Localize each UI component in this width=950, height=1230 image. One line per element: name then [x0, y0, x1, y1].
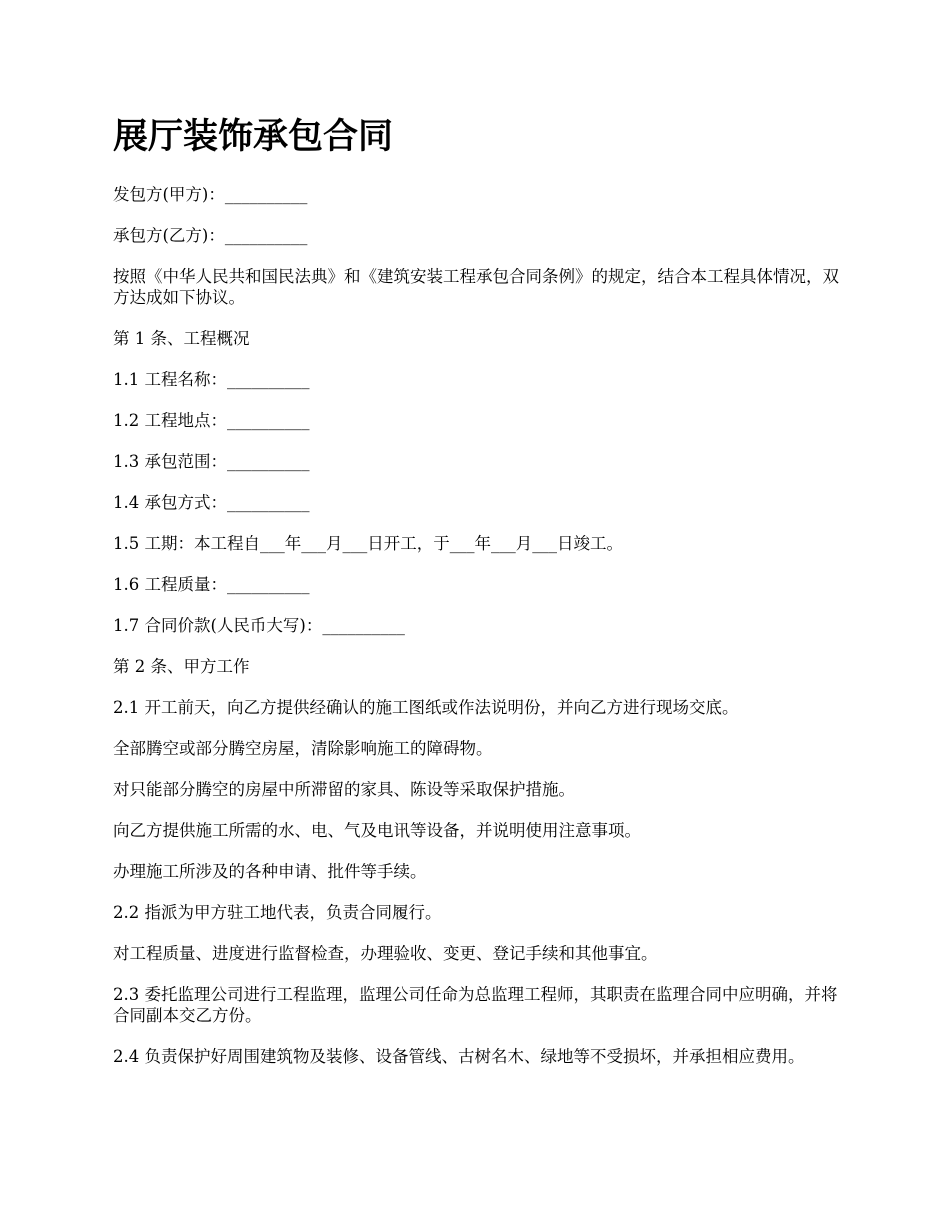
clause-2-4: 2.4 负责保护好周围建筑物及装修、设备管线、古树名木、绿地等不受损坏，并承担相应费用。: [113, 1047, 805, 1066]
party-a-line: 发包方(甲方)：__________: [113, 185, 308, 204]
clause-2-1-item-d: 办理施工所涉及的各种申请、批件等手续。: [113, 862, 427, 881]
document-page: [113, 112, 843, 1087]
clause-2-2-item-a: 对工程质量、进度进行监督检查，办理验收、变更、登记手续和其他事宜。: [113, 944, 658, 963]
clause-2-1: 2.1 开工前天，向乙方提供经确认的施工图纸或作法说明份，并向乙方进行现场交底。: [113, 698, 739, 717]
clause-2-2: 2.2 指派为甲方驻工地代表，负责合同履行。: [113, 903, 442, 922]
clause-1-3: 1.3 承包范围：__________: [113, 452, 310, 471]
clause-1-7: 1.7 合同价款(人民币大写)：__________: [113, 616, 405, 635]
clause-1-4: 1.4 承包方式：__________: [113, 493, 310, 512]
party-b-line: 承包方(乙方)：__________: [113, 226, 308, 245]
clause-2-1-item-c: 向乙方提供施工所需的水、电、气及电讯等设备，并说明使用注意事项。: [113, 821, 641, 840]
clause-2-3: 2.3 委托监理公司进行工程监理，监理公司任命为总监理工程师，其职责在监理合同中应明确，并将合同副本交乙方份。: [113, 985, 838, 1025]
clause-2-1-item-a: 全部腾空或部分腾空房屋，清除影响施工的障碍物。: [113, 739, 493, 758]
clause-2-1-item-b: 对只能部分腾空的房屋中所滞留的家具、陈设等采取保护措施。: [113, 780, 575, 799]
clause-1-6: 1.6 工程质量：__________: [113, 575, 310, 594]
document-title: 展厅装饰承包合同: [113, 116, 394, 157]
clause-1-5: 1.5 工期：本工程自___年___月___日开工，于___年___月___日竣工。: [113, 534, 623, 553]
preamble-paragraph: 按照《中华人民共和国民法典》和《建筑安装工程承包合同条例》的规定，结合本工程具体情况，双方达成如下协议。: [113, 267, 839, 307]
section-heading-1: 第 1 条、工程概况: [113, 329, 250, 348]
section-heading-2: 第 2 条、甲方工作: [113, 657, 250, 676]
clause-1-2: 1.2 工程地点：__________: [113, 411, 310, 430]
clause-1-1: 1.1 工程名称：__________: [113, 370, 310, 389]
